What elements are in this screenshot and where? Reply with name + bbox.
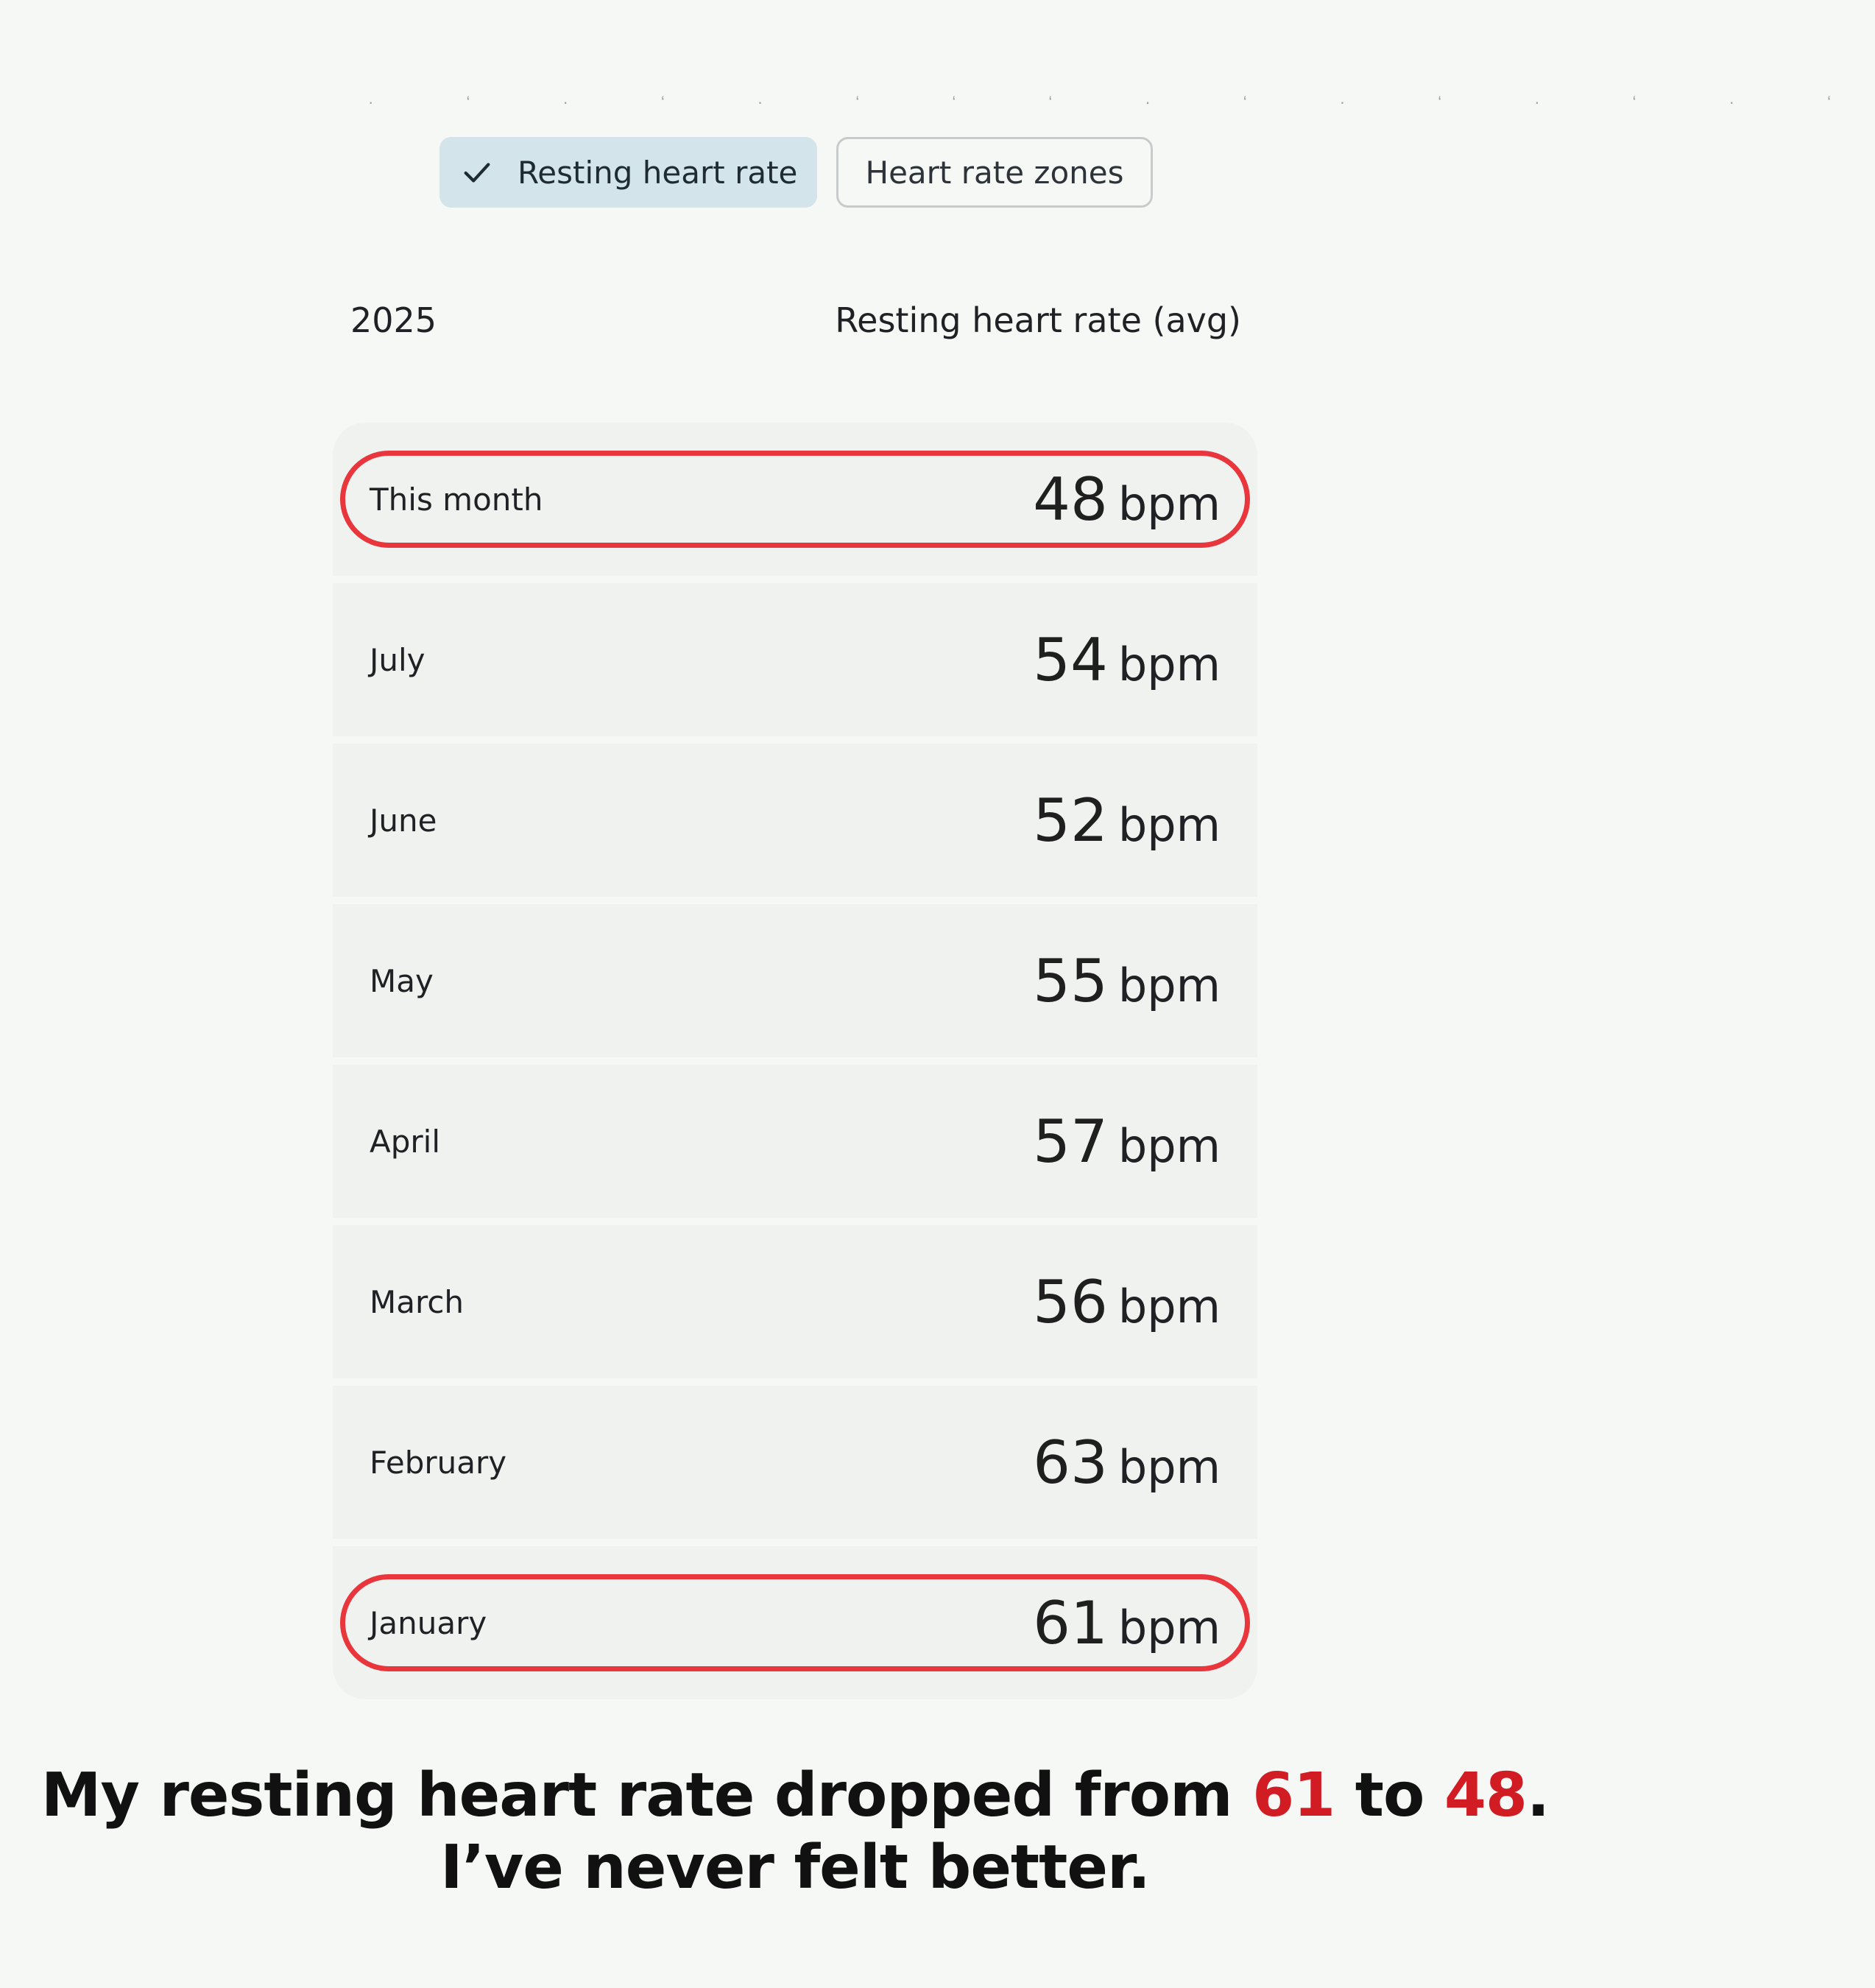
value-unit: bpm bbox=[1117, 958, 1221, 1012]
list-item-may[interactable] bbox=[333, 904, 1257, 1057]
caption-prefix: My resting heart rate dropped from bbox=[40, 1760, 1253, 1830]
value-number: 48 bbox=[1033, 465, 1108, 534]
heart-rate-value bbox=[1033, 786, 1221, 855]
caption bbox=[0, 1760, 1590, 1904]
value-unit: bpm bbox=[1117, 797, 1221, 852]
period-label: January bbox=[370, 1604, 487, 1641]
chip-label: Heart rate zones bbox=[865, 154, 1124, 191]
heart-rate-value bbox=[1033, 1268, 1221, 1336]
period-label: February bbox=[370, 1444, 507, 1481]
heart-rate-value bbox=[1033, 1107, 1221, 1176]
period-label: May bbox=[370, 962, 434, 999]
heart-rate-value bbox=[1033, 1589, 1221, 1657]
caption-line-2: I’ve never felt better. bbox=[440, 1833, 1150, 1903]
chip-label: Resting heart rate bbox=[518, 154, 798, 191]
list-item-march[interactable] bbox=[333, 1225, 1257, 1378]
caption-from-value: 61 bbox=[1252, 1760, 1335, 1830]
value-unit: bpm bbox=[1117, 637, 1221, 691]
column-label: Resting heart rate (avg) bbox=[835, 300, 1241, 340]
monthly-resting-heart-rate-list bbox=[333, 423, 1257, 1707]
caption-to-value: 48 bbox=[1444, 1760, 1527, 1830]
table-header bbox=[350, 300, 1241, 340]
caption-suffix: . bbox=[1526, 1760, 1550, 1830]
caption-middle: to bbox=[1335, 1760, 1444, 1830]
heart-rate-value bbox=[1033, 947, 1221, 1015]
value-unit: bpm bbox=[1117, 476, 1221, 531]
period-label: This month bbox=[370, 481, 543, 518]
list-item-july[interactable] bbox=[333, 583, 1257, 736]
list-item-april[interactable] bbox=[333, 1065, 1257, 1218]
value-number: 54 bbox=[1033, 625, 1108, 694]
filter-chip-group bbox=[439, 137, 1153, 208]
list-item-january[interactable] bbox=[333, 1546, 1257, 1699]
heart-rate-value bbox=[1033, 626, 1221, 694]
value-number: 52 bbox=[1033, 786, 1108, 855]
caption-line-1 bbox=[0, 1760, 1590, 1832]
value-unit: bpm bbox=[1117, 1439, 1221, 1494]
period-label: March bbox=[370, 1283, 465, 1320]
list-item-february[interactable] bbox=[333, 1386, 1257, 1539]
heart-rate-value bbox=[1033, 465, 1221, 534]
list-item-june[interactable] bbox=[333, 744, 1257, 897]
checkmark-icon bbox=[460, 155, 494, 189]
value-unit: bpm bbox=[1117, 1118, 1221, 1173]
chip-resting-heart-rate[interactable] bbox=[439, 137, 817, 208]
value-number: 61 bbox=[1033, 1588, 1108, 1657]
value-number: 55 bbox=[1033, 946, 1108, 1015]
list-item-this-month[interactable] bbox=[333, 423, 1257, 576]
scrolled-off-content: · ‘ · ‘ · ‘ ‘ ‘ · ‘ · ‘ · ‘ · ‘ bbox=[368, 93, 1875, 111]
value-unit: bpm bbox=[1117, 1279, 1221, 1333]
value-number: 56 bbox=[1033, 1267, 1108, 1336]
period-label: June bbox=[370, 802, 437, 839]
chip-heart-rate-zones[interactable] bbox=[836, 137, 1153, 208]
value-unit: bpm bbox=[1117, 1600, 1221, 1654]
period-label: April bbox=[370, 1123, 440, 1160]
period-label: July bbox=[370, 641, 426, 678]
heart-rate-value bbox=[1033, 1428, 1221, 1497]
value-number: 57 bbox=[1033, 1107, 1108, 1176]
value-number: 63 bbox=[1033, 1428, 1108, 1497]
year-label: 2025 bbox=[350, 300, 437, 340]
